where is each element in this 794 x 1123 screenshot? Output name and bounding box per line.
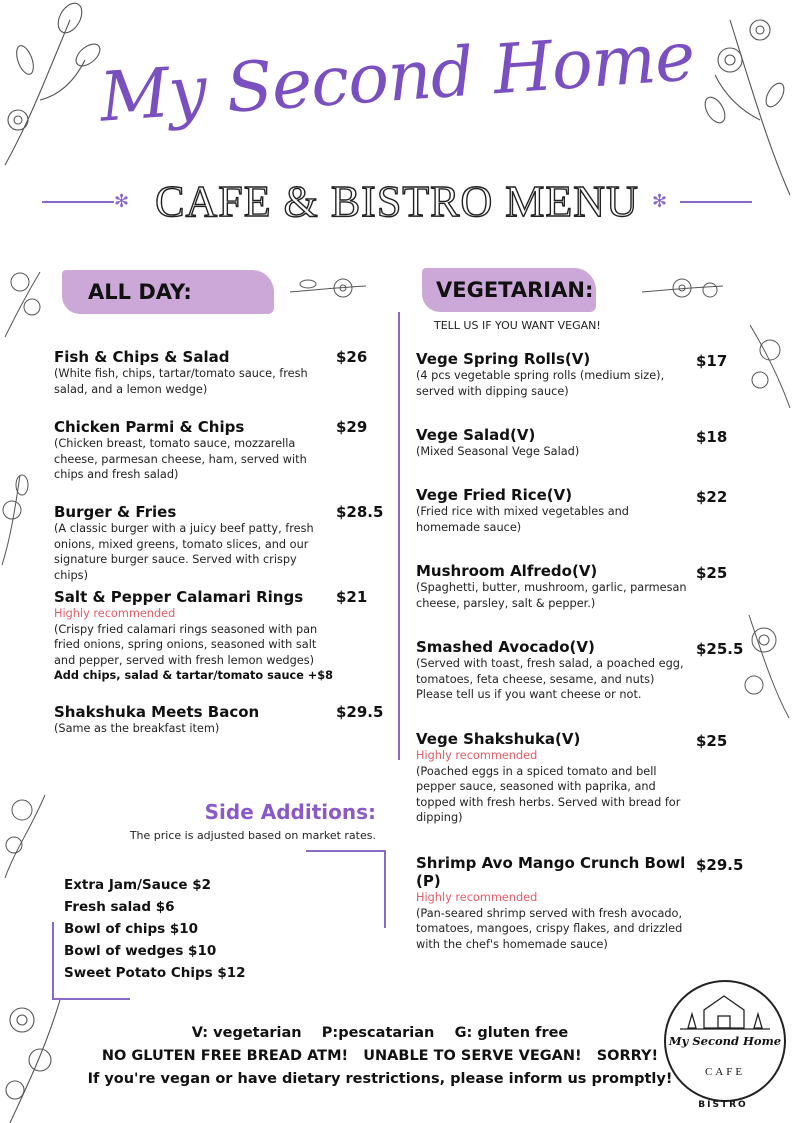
item-price: $29.5 (336, 703, 384, 721)
floral-decoration-icon (0, 790, 50, 880)
item-description: (Poached eggs in a spiced tomato and bell pepper sauce, seasoned with paprika, and topped with fresh herbs. Served with bread for dipping) (416, 764, 681, 825)
footer-notice: NO GLUTEN FREE BREAD ATM! UNABLE TO SERVE VEGAN! SORRY! (101, 1048, 659, 1064)
item-name: Shrimp Avo Mango Crunch Bowl (P) (416, 854, 686, 890)
item-price: $28.5 (336, 503, 384, 521)
item-name: Vege Spring Rolls(V) (416, 350, 591, 368)
item-description: (Spaghetti, butter, mushroom, garlic, parmesan cheese, parsley, salt & pepper.) (416, 581, 687, 610)
item-price: $22 (696, 488, 728, 506)
item-price: $29.5 (696, 856, 744, 874)
item-addon-note: Add chips, salad & tartar/tomato sauce +$8 (54, 669, 333, 683)
side-additions-title: Side Additions: (204, 800, 376, 824)
item-description: (Served with toast, fresh salad, a poached egg, tomatoes, feta cheese, sesame, and nuts) Please tell us if you want cheese or not. (416, 657, 684, 702)
page-subtitle: CAFE & BISTRO MENU (155, 177, 639, 226)
menu-item (416, 730, 746, 826)
item-description: (Same as the breakfast item) (54, 722, 220, 735)
menu-item (54, 503, 384, 583)
item-price: $26 (336, 348, 368, 366)
item-price: $25 (696, 732, 728, 750)
logo-bistro-text: BISTRO (698, 1100, 748, 1110)
item-description: (Pan-seared shrimp served with fresh avocado, tomatoes, mangoes, crispy flakes, and drizzled with the chef's homemade sauce) (416, 906, 683, 951)
menu-item (416, 638, 746, 703)
item-description: (Crispy fried calamari rings seasoned with pan fried onions, spring onions, seasoned with salt and pepper, served with fresh lemon wedges) (54, 622, 318, 667)
list-item: Extra Jam/Sauce $2 (64, 877, 212, 893)
item-name: Mushroom Alfredo(V) (416, 562, 598, 580)
vegan-note: TELL US IF YOU WANT VEGAN! (434, 319, 601, 332)
item-price: $21 (336, 588, 368, 606)
list-item: Sweet Potato Chips $12 (64, 965, 246, 981)
footer-dietary-note: If you're vegan or have dietary restrictions, please inform us promptly! (87, 1071, 673, 1087)
menu-item (416, 562, 746, 611)
item-description: (Mixed Seasonal Vege Salad) (416, 445, 580, 458)
menu-item (416, 486, 746, 535)
item-price: $29 (336, 418, 368, 436)
menu-item (54, 588, 384, 684)
item-name: Vege Shakshuka(V) (416, 730, 581, 748)
menu-item (54, 418, 384, 483)
floral-decoration-icon (0, 470, 36, 570)
menu-item (416, 426, 746, 460)
item-description: (4 pcs vegetable spring rolls (medium size), served with dipping sauce) (416, 369, 665, 398)
item-name: Fish & Chips & Salad (54, 348, 230, 366)
item-name: Chicken Parmi & Chips (54, 418, 245, 436)
side-additions-subtitle: The price is adjusted based on market rates. (129, 829, 376, 842)
item-description: (A classic burger with a juicy beef patty, fresh onions, mixed greens, tomato slices, and our signature burger sauce. Served with crispy chips) (54, 522, 314, 582)
item-price: $25.5 (696, 640, 744, 658)
ornament-divider-icon: ✻ (652, 191, 668, 212)
menu-item (54, 348, 384, 397)
side-additions-list (64, 874, 246, 984)
item-price: $18 (696, 428, 728, 446)
floral-decoration-icon (0, 262, 50, 342)
menu-item (54, 703, 384, 737)
item-description: (Chicken breast, tomato sauce, mozzarella cheese, parmesan cheese, ham, served with chips and fresh salad) (54, 437, 307, 482)
side-box-right (384, 850, 386, 928)
item-description: (White fish, chips, tartar/tomato sauce, fresh salad, and a lemon wedge) (54, 367, 308, 396)
side-box-bottom (52, 998, 130, 1000)
item-price: $25 (696, 564, 728, 582)
section-heading-all-day: ALL DAY: (88, 280, 192, 304)
recommended-badge: Highly recommended (416, 749, 538, 762)
list-item: Bowl of wedges $10 (64, 943, 217, 959)
floral-decoration-icon (740, 320, 794, 410)
menu-item (416, 854, 746, 952)
footer-legend: V: vegetarian P:pescatarian G: gluten free (191, 1025, 569, 1041)
section-heading-vegetarian: VEGETARIAN: (436, 278, 594, 302)
logo-text: My Second Home (668, 1034, 782, 1048)
ornament-divider-icon: ✻ (114, 191, 130, 212)
item-name: Smashed Avocado(V) (416, 638, 595, 656)
item-name: Shakshuka Meets Bacon (54, 703, 260, 721)
list-item: Bowl of chips $10 (64, 921, 199, 937)
item-price: $17 (696, 352, 728, 370)
item-name: Vege Fried Rice(V) (416, 486, 573, 504)
item-name: Vege Salad(V) (416, 426, 536, 444)
logo-house-icon (666, 988, 784, 1038)
recommended-badge: Highly recommended (416, 891, 538, 904)
item-description: (Fried rice with mixed vegetables and homemade sauce) (416, 505, 629, 534)
list-item: Fresh salad $6 (64, 899, 175, 915)
logo (664, 980, 786, 1102)
logo-cafe-text: CAFE (704, 1066, 746, 1078)
column-divider (398, 312, 400, 760)
recommended-badge: Highly recommended (54, 607, 176, 620)
floral-decoration-icon (640, 272, 725, 308)
page-title: My Second Home (97, 17, 697, 138)
item-name: Burger & Fries (54, 503, 177, 521)
item-name: Salt & Pepper Calamari Rings (54, 588, 304, 606)
side-box-top (306, 850, 386, 852)
side-box-left (52, 922, 54, 1000)
floral-decoration-icon (288, 272, 368, 308)
menu-item (416, 350, 746, 399)
